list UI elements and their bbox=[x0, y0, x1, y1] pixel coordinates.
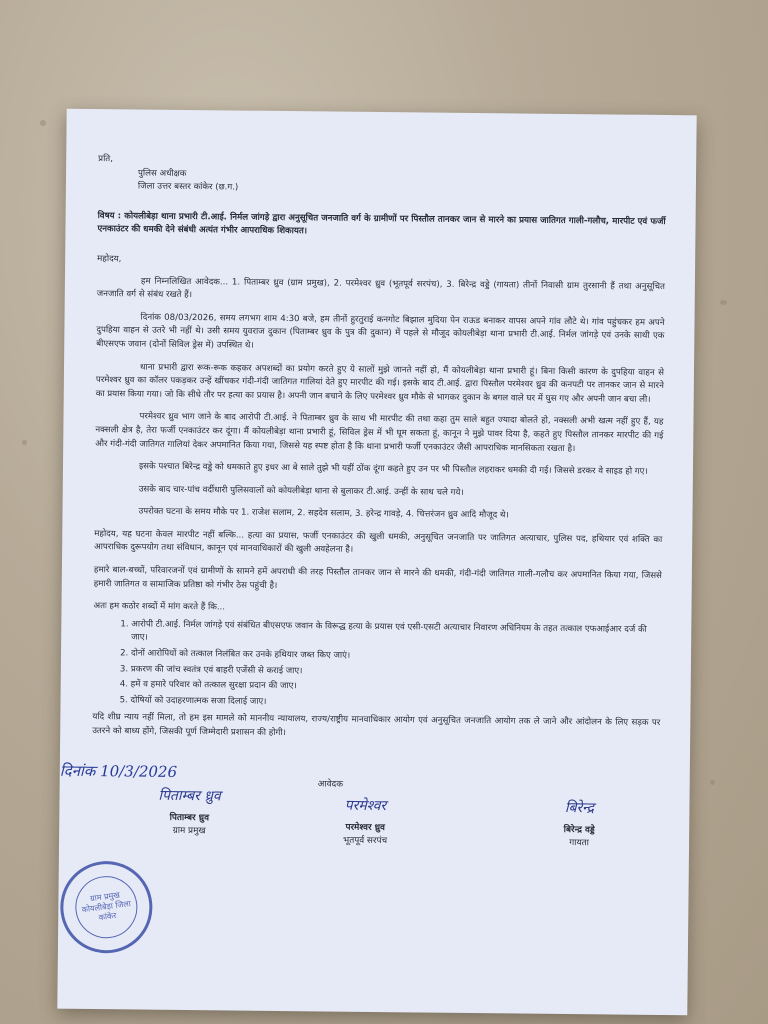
ground-speck bbox=[710, 780, 715, 785]
signature-3: बिरेन्द्र bbox=[564, 799, 595, 817]
demands-intro: अतः हम कठोर शब्दों में मांग करते हैं कि... bbox=[93, 601, 226, 613]
demand-item: 4. हमें व हमारे परिवार को तत्काल सुरक्षा प्रदान की जाए। bbox=[131, 679, 661, 698]
signatory-3 bbox=[509, 801, 649, 850]
closing-paragraph: यदि शीघ्र न्याय नहीं मिला, तो हम इस मामले को माननीय न्यायालय, राज्य/राष्ट्रीय मानवाधिकार आयोग एवं अनुसूचित जनजाति आयोग तक ले जाने और आंदोलन के लिए सड़क पर उतरने को बाध्य होंगे, जिसकी पूर्ण जिम्मेदारी प्रशासन की होगी। bbox=[92, 712, 661, 739]
paragraph-8: महोदय, यह घटना केवल मारपीट नहीं बल्कि... हत्या का प्रयास, फर्जी एनकाउंटर की खुली धमकी, अनुसूचित जनजाति पर जातिगत अत्याचार, पुलिस पद, हथियार एवं शक्ति का आपराधिक दुरूपयोग तथा संविधान, कानून एवं मानवाधिकारों की खुली अवहेलना है। bbox=[94, 528, 663, 556]
complaint-letter-paper bbox=[57, 109, 696, 1016]
ground-speck bbox=[22, 440, 27, 445]
recipient-line-1: पुलिस अधीक्षक bbox=[138, 168, 187, 179]
ground-speck bbox=[720, 300, 727, 305]
signatory-role-2: भूतपूर्व सरपंच bbox=[343, 835, 388, 847]
ground-speck bbox=[40, 120, 46, 126]
paragraph-3: थाना प्रभारी द्वारा रूक-रूक कहकर अपशब्दों का प्रयोग करते हुए ये सालों मुझे जानते नहीं हो, मैं कोयलीबेड़ा थाना प्रभारी हूं। बिना किसी कारण के दुपहिया वाहन से परमेश्वर ध्रुव का कॉलर पकड़कर उन्हें खींचकर गंदी-गंदी जातिगत गालियां देते हुए मारपीट की गई। इसके बाद टी.आई. द्वारा पिस्तौल परमेश्वर ध्रुव की कनपटी पर तानकर जान से मारने का प्रयास किया गया। जो कि सीधे तौर पर हत्या का प्रयास है। अपनी जान बचाने के लिए परमेश्वर ध्रुव मौके से भागकर दुकान के बगल वाले घर में घुस गए और अपनी जान बचा ली। bbox=[95, 362, 665, 405]
stamp-text: ग्राम प्रमुख कोयलीबेड़ा जिला कांकेर bbox=[81, 890, 132, 923]
subject: विषय : कोयलीबेड़ा थाना प्रभारी टी.आई. निर्मल जांगड़े द्वारा अनुसूचित जनजाति वर्ग के ग्रामीणों पर पिस्तौल तानकर जान से मारने का प्रयास जातिगत गाली-गलौच, मारपीट एवं फर्जी एनकाउंटर की धमकी देने संबंधी अत्यंत गंभीर आपराधिक शिकायत। bbox=[97, 210, 666, 237]
demand-item: 5. दोषियों को उदाहरणात्मक सजा दिलाई जाए। bbox=[130, 694, 660, 713]
letter-body bbox=[92, 153, 666, 754]
paragraph-2: दिनांक 08/03/2026, समय लगभग शाम 4:30 बजे, हम तीनों हुरतुराई कनगोट बिझाल मुदिया पेन राऊड बनाकर वापस अपने गांव लौटे थे। गांव पहुंचकर हम अपने दुपहिया वाहन से उतरे भी नहीं थे। उसी समय युवराज दुकान (पिताम्बर ध्रुव के पुत्र की दुकान) में पहले से मौजूद कोयलीबेड़ा थाना प्रभारी टी.आई. निर्मल जांगड़े एवं उनके साथी एक बीएसएफ जवान (दोनों सिविल ड्रेस में) उपस्थित थे। bbox=[96, 312, 665, 351]
demand-item: 3. प्रकरण की जांच स्वतंत्र एवं बाहरी एजेंसी से कराई जाए। bbox=[131, 663, 661, 682]
salutation: महोदय, bbox=[97, 254, 122, 265]
demand-item: 1. आरोपी टी.आई. निर्मल जांगड़े एवं संबंधित बीएसएफ जवान के विरूद्ध हत्या के प्रयास एवं एसी-एसटी अत्याचार निवारण अधिनियम के तहत तत्काल एफआईआर दर्ज की जाए। bbox=[131, 618, 661, 651]
signature-2: परमेश्वर bbox=[344, 797, 387, 815]
signatory-name-3: बिरेन्द्र वड्डे bbox=[563, 824, 595, 836]
signatory-role-1: ग्राम प्रमुख bbox=[172, 825, 206, 837]
paragraph-1: हम निम्नलिखित आवेदक... 1. पिताम्बर ध्रुव (ग्राम प्रमुख), 2. परमेश्वर ध्रुव (भूतपूर्व सरपंच), 3. बिरेन्द्र वड्डे (गायता) तीनों निवासी ग्राम तुरसानी हैं तथा अनुसूचित जनजाति वर्ग से संबंध रखते हैं। bbox=[96, 276, 665, 301]
paragraph-4: परमेश्वर ध्रुव भाग जाने के बाद आरोपी टी.आई. ने पिताम्बर ध्रुव के साथ भी मारपीट की तथा कहा तुम साले बहुत ज्यादा बोलते हो, नक्सली अभी खत्म नहीं हुए हैं, यह नक्सली क्षेत्र है, तेरा फर्जी एनकाउंटर कर दूंगा। मैं कोयलीबेड़ा थाना प्रभारी हूं, सिविल ड्रेस में भी घूम सकता हूं, कानून ने मुझे पावर दिया है, कहते हुए पिस्तौल तानकर मारपीट की गई और गंदी-गंदी जातिगत गालियां देकर अपमानित किया गया, जिससे यह स्पष्ट होता है कि थाना प्रभारी फर्जी एनकाउंटर जैसी आपराधिक मानसिकता रखता है। bbox=[95, 411, 664, 454]
paragraph-7: उपरोक्त घटना के समय मौके पर 1. राजेश सलाम, 2. सहदेव सलाम, 3. हरेन्द्र गावड़े, 4. चित्तरंजन ध्रुव आदि मौजूद थे। bbox=[138, 506, 509, 521]
signatory-2 bbox=[295, 799, 435, 848]
signature-1: पिताम्बर ध्रुव bbox=[158, 787, 221, 805]
signatory-role-3: गायता bbox=[569, 838, 589, 849]
prati: प्रति, bbox=[98, 154, 114, 165]
signatory-name-1: पिताम्बर ध्रुव bbox=[169, 812, 210, 824]
paragraph-6: उसके बाद चार-पांच वर्दीधारी पुलिसवालों को कोयलीबेड़ा थाना से बुलाकर टी.आई. उन्हीं के साथ चले गये। bbox=[138, 484, 464, 498]
signatory-1 bbox=[119, 789, 259, 838]
recipient-line-2: जिला उत्तर बस्तर कांकेर (छ.ग.) bbox=[137, 181, 239, 193]
demand-item: 2. दोनों आरोपियों को तत्काल निलंबित कर उनके हथियार जब्त किए जाएं। bbox=[131, 647, 661, 666]
signatory-name-2: परमेश्वर ध्रुव bbox=[345, 822, 385, 834]
applicant-heading: आवेदक bbox=[317, 779, 344, 790]
paragraph-5: इसके पश्चात बिरेन्द्र वड्डे को धमकाते हुए इधर आ बे साले तुझे भी यहीं ठोंक दूंगा कहते हुए उन पर भी पिस्तौल लहराकर धमकी दी गई। जिससे डरकर वे साइड हो गए। bbox=[138, 461, 648, 477]
stamp-inner-ring bbox=[72, 872, 141, 941]
demands-list bbox=[92, 618, 661, 714]
official-stamp bbox=[55, 856, 158, 959]
paragraph-9: हमारे बाल-बच्चों, परिवारजनों एवं ग्रामीणों के सामने हमें अपराधी की तरह पिस्तौल तानकर जान से मारने की धमकी, गंदी-गंदी जातिगत गाली-गलौच कर अपमानित किया गया, जिससे हमारी जातिगत व सामाजिक प्रतिष्ठा को गंभीर ठेस पहुंची है। bbox=[93, 565, 662, 591]
handwritten-date: दिनांक 10/3/2026 bbox=[59, 761, 178, 781]
